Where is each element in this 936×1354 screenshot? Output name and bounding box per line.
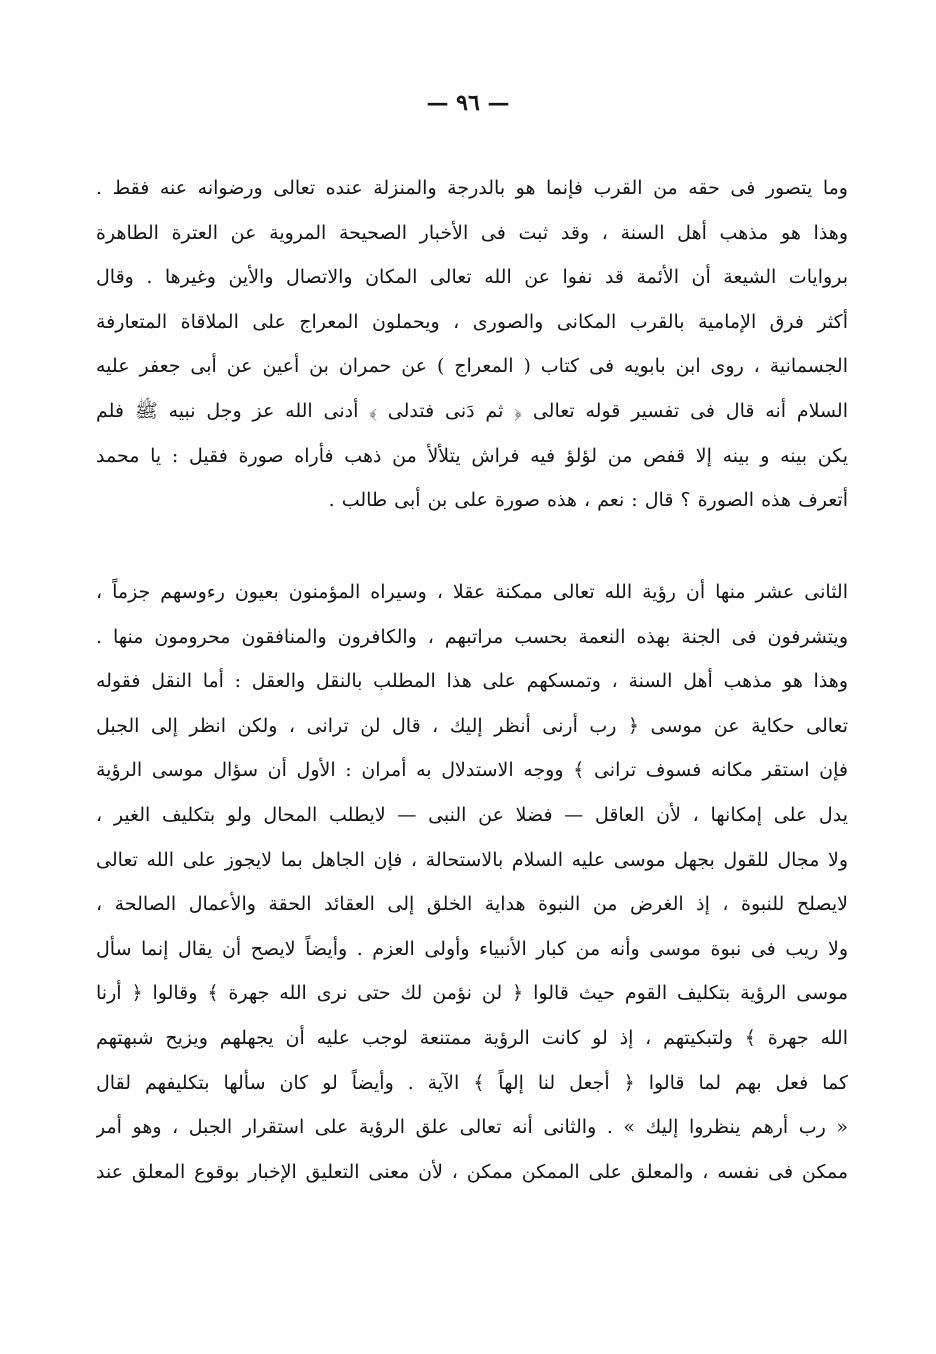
text-line: السلام أنه قال فى تفسير قوله تعالى ﴿ ثم دَنى فتدلى ﴾ أدنى الله عز وجل نبيه ﷺ فلم <box>96 399 848 422</box>
text-line: ولا ريب فى نبوة موسى وأنه من كبار الأنبياء وأولى العزم . وأيضاً لايصح أن يقال إنما سأل <box>96 937 848 960</box>
text-line: لايصلح للنبوة ، إذ الغرض من النبوة هداية الخلق إلى العقائد الحقة والأعمال الصالحة ، <box>96 893 848 916</box>
text-line: ويتشرفون فى الجنة بهذه النعمة بحسب مراتبهم ، والكافرون والمنافقون محرومون منها . <box>96 625 848 648</box>
text-line: يكن بينه و بينه إلا قفص من لؤلؤ فيه فراش يتلألأ من ذهب فأراه صورة فقيل : يا محمد <box>96 444 848 467</box>
text-line: الله جهرة ﴾ ولتبكيتهم ، إذ لو كانت الرؤية ممتنعة لوجب عليه أن يجهلهم ويزيح شبهتهم <box>96 1026 848 1049</box>
text-line: أتعرف هذه الصورة ؟ قال : نعم ، هذه صورة على بن أبى طالب . <box>328 489 848 512</box>
text-line: وهذا هو مذهب أهل السنة ، وتمسكهم على هذا المطلب بالنقل والعقل : أما النقل فقوله <box>96 670 848 693</box>
text-line: « رب أرهم ينظروا إليك » . والثانى أنه تعالى علق الرؤية على استقرار الجبل ، وهو أمر <box>96 1116 848 1139</box>
text-line: فإن استقر مكانه فسوف ترانى ﴾ ووجه الاستدلال به أمران : الأول أن سؤال موسى الرؤية <box>96 759 848 782</box>
text-line: كما فعل بهم لما قالوا ﴿ أجعل لنا إلهاً ﴾ الآية . وأيضاً لو كان سألها بتكليفهم لقال <box>96 1071 848 1094</box>
text-line: بروايات الشيعة أن الأئمة قد نفوا عن الله تعالى المكان والاتصال والأين وغيرها . وقال <box>96 266 848 289</box>
text-line: ولا مجال للقول بجهل موسى عليه السلام بالاستحالة ، فإن الجاهل بما لايجوز على الله تعالى <box>96 848 848 871</box>
text-line: ممكن فى نفسه ، والمعلق على الممكن ممكن ، لأن معنى التعليق الإخبار بوقوع المعلق عند <box>96 1160 848 1183</box>
text-line: يدل على إمكانها ، لأن العاقل — فضلا عن النبى — لايطلب المحال ولو بتكليف الغير ، <box>96 803 848 826</box>
text-line: أكثر فرق الإمامية بالقرب المكانى والصورى ، ويحملون المعراج على الملاقاة المتعارفة <box>96 310 848 333</box>
page-number: — ٩٦ — <box>426 90 510 116</box>
paragraph <box>96 166 848 523</box>
text-line: موسى الرؤية بتكليف القوم حيث قالوا ﴿ لن نؤمن لك حتى نرى الله جهرة ﴾ وقالوا ﴿ أرنا <box>96 982 848 1005</box>
text-line: وهذا هو مذهب أهل السنة ، وقد ثبت فى الأخبار الصحيحة المروية عن العترة الطاهرة <box>96 221 848 244</box>
text-line: الثانى عشر منها أن رؤية الله تعالى ممكنة عقلا ، وسيراه المؤمنون بعيون رءوسهم جزماً ، <box>96 581 848 603</box>
text-line: الجسمانية ، روى ابن بابويه فى كتاب ( المعراج ) عن حمران بن أعين عن أبى جعفر عليه <box>96 355 848 378</box>
text-line: وما يتصور فى حقه من القرب فإنما هو بالدرجة والمنزلة عنده تعالى ورضوانه عنه فقط . <box>96 177 848 199</box>
text-line: تعالى حكاية عن موسى ﴿ رب أرنى أنظر إليك ، قال لن ترانى ، ولكن انظر إلى الجبل <box>96 714 848 737</box>
paragraph <box>96 570 848 1194</box>
